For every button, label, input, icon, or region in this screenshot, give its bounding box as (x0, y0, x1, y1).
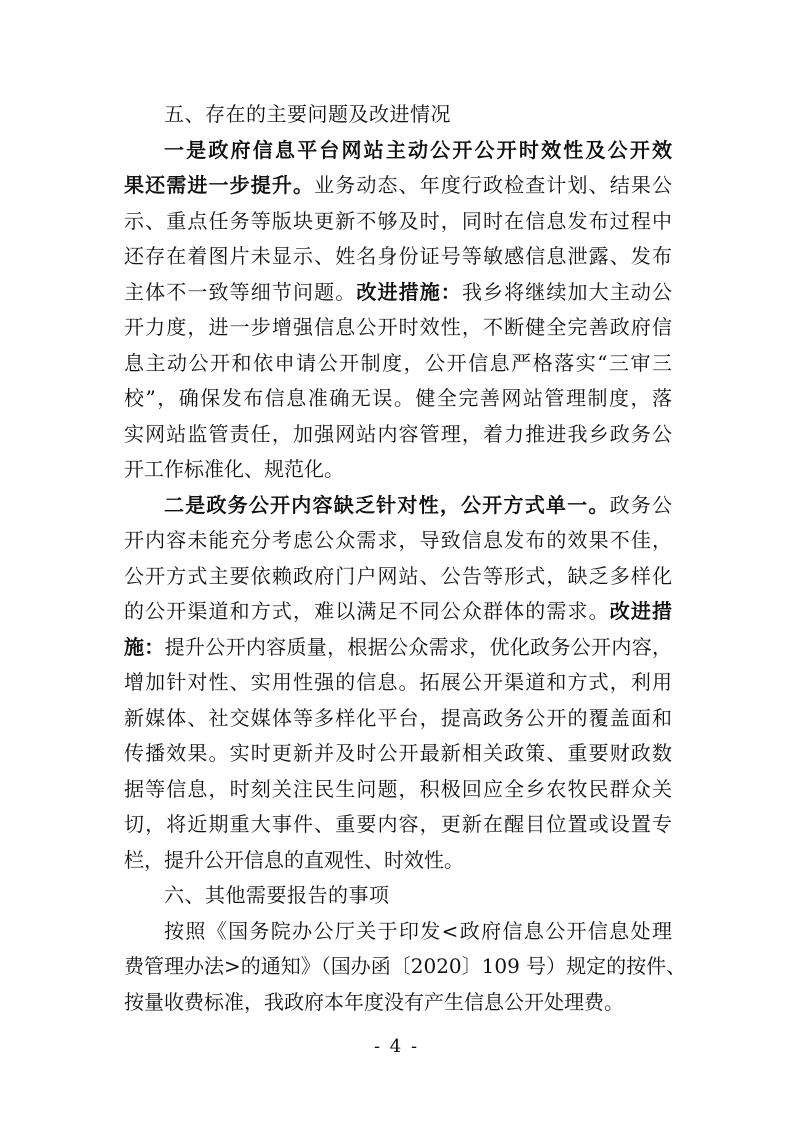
issue1-line-4: 还存在着图片未显示、姓名身份证号等敏感信息泄露、发布 (124, 244, 672, 268)
issue1-line-7: 息主动公开和依申请公开制度，公开信息严格落实“三审三 (124, 350, 672, 375)
section6-line-3: 按量收费标准，我政府本年度没有产生信息公开处理费。 (124, 989, 624, 1014)
issue2-line-3: 公开方式主要依赖政府门户网站、公告等形式，缺乏多样化 (124, 563, 672, 588)
issue1-line-2 (124, 168, 672, 204)
issue1-measures-label: 改进措施： (356, 279, 462, 304)
issue2-line-9: 据等信息，时刻关注民生问题，积极回应全乡农牧民群众关 (124, 776, 672, 801)
issue2-line-5 (124, 630, 672, 666)
issue2-line-2: 开内容未能充分考虑公众需求，导致信息发布的效果不佳， (124, 528, 672, 552)
issue1-line-9: 实网站监管责任，加强网站内容管理，着力推进我乡政务公 (124, 421, 672, 446)
issue2-line-6: 增加针对性、实用性强的信息。拓展公开渠道和方式，利用 (124, 670, 672, 694)
issue1-line-3: 示、重点任务等版块更新不够及时，同时在信息发布过程中 (124, 208, 672, 233)
issue1-text: 主体不一致等细节问题。 (124, 279, 357, 304)
page-number: - 4 - (373, 1036, 420, 1057)
issue1-line-1 (124, 133, 672, 169)
section6-line-2: 费管理办法>的通知》（国办函〔2020〕109 号）规定的按件、 (124, 954, 687, 978)
issue2-text: 政务公 (609, 492, 673, 517)
document-body (124, 97, 687, 1020)
issue2-measures-label-end: 施： (124, 634, 165, 659)
issue2-line-4 (124, 594, 672, 630)
issue2-text: 提升公开内容质量，根据公众需求，优化政务公开内容， (164, 634, 673, 659)
section6-line-1: 按照《国务院办公厅关于印发<政府信息公开信息处理 (164, 918, 672, 943)
issue1-text: 我乡将继续加大主动公 (461, 279, 673, 304)
issue2-line-7: 新媒体、社交媒体等多样化平台，提高政务公开的覆盖面和 (124, 705, 672, 730)
issue2-line-1 (124, 488, 672, 524)
issue1-line-5 (124, 275, 672, 311)
section-heading-6: 六、其他需要报告的事项 (164, 883, 390, 907)
section-heading-5: 五、存在的主要问题及改进情况 (164, 102, 451, 126)
issue1-line-6: 开力度，进一步增强信息公开时效性，不断健全完善政府信 (124, 315, 672, 339)
issue2-title: 二是政务公开内容缺乏针对性，公开方式单一。 (164, 492, 610, 517)
issue1-text: 业务动态、年度行政检查计划、结果公 (314, 173, 673, 197)
issue1-title-end: 果还需进一步提升。 (124, 173, 315, 197)
issue2-line-8: 传播效果。实时更新并及时公开最新相关政策、重要财政数 (124, 741, 672, 765)
issue2-measures-label: 改进措 (609, 599, 673, 623)
issue2-line-11: 栏，提升公开信息的直观性、时效性。 (124, 847, 464, 872)
issue2-line-10: 切，将近期重大事件、重要内容，更新在醒目位置或设置专 (124, 812, 672, 836)
issue1-line-8: 校”，确保发布信息准确无误。健全完善网站管理制度，落 (124, 386, 672, 410)
issue2-text: 的公开渠道和方式，难以满足不同公众群体的需求。 (124, 599, 610, 623)
issue1-title: 一是政府信息平台网站主动公开公开时效性及公开效 (164, 137, 672, 162)
issue1-line-10: 开工作标准化、规范化。 (124, 457, 344, 481)
